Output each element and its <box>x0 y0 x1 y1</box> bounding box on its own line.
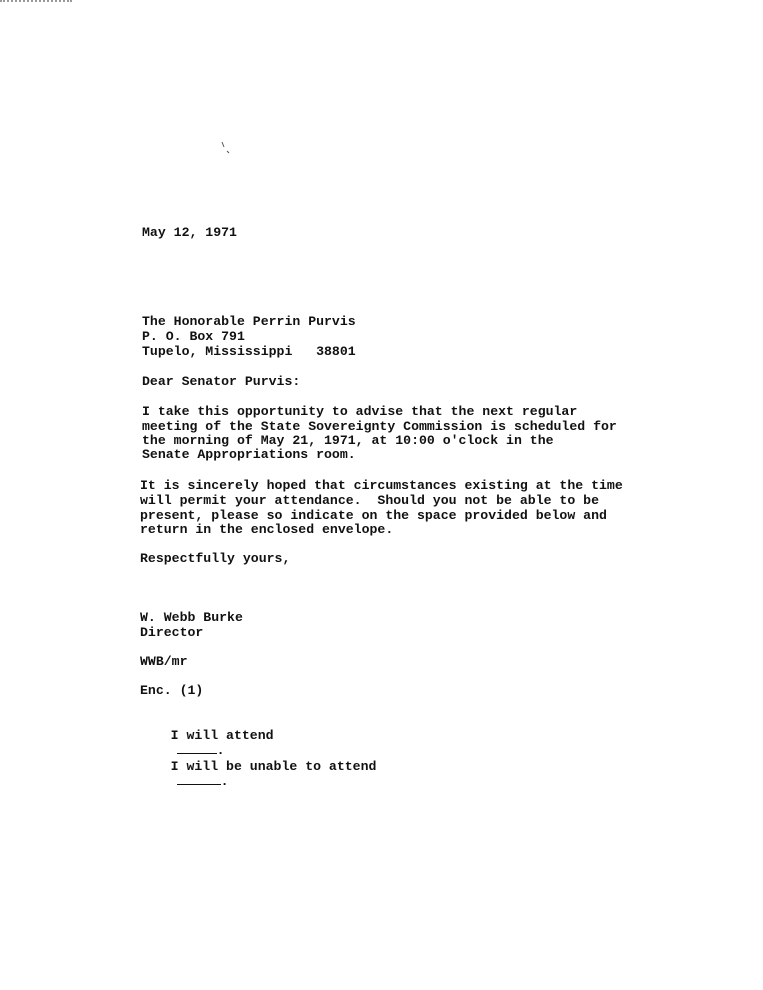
paragraph-2-line-2: will permit your attendance. Should you not be able to be <box>140 493 599 508</box>
paragraph-1-line-3: the morning of May 21, 1971, at 10:00 o'clock in the <box>142 433 554 448</box>
unable-blank-period: . <box>220 774 229 789</box>
paragraph-2-line-3: present, please so indicate on the space provided below and <box>140 508 607 523</box>
unable-blank[interactable] <box>177 774 221 785</box>
closing: Respectfully yours, <box>140 551 291 566</box>
signer-name: W. Webb Burke <box>140 610 243 625</box>
paragraph-1-line-4: Senate Appropriations room. <box>142 447 356 462</box>
address-line-3: Tupelo, Mississippi 38801 <box>142 344 356 359</box>
address-line-1: The Honorable Perrin Purvis <box>142 314 356 329</box>
reply-unable-label: I will be unable to attend <box>170 759 377 774</box>
attend-blank-period: . <box>216 743 225 758</box>
paragraph-1-line-2: meeting of the State Sovereignty Commission is scheduled for <box>142 419 617 434</box>
address-line-2: P. O. Box 791 <box>142 329 245 344</box>
typist-initials: WWB/mr <box>140 654 188 669</box>
enclosure-note: Enc. (1) <box>140 683 204 698</box>
paragraph-2-line-1: It is sincerely hoped that circumstances existing at the time <box>140 478 623 493</box>
reply-attend-label: I will attend <box>170 728 274 743</box>
signer-title: Director <box>140 625 204 640</box>
paragraph-1-line-1: I take this opportunity to advise that the next regular <box>142 404 578 419</box>
scan-edge-mark <box>0 0 72 2</box>
paragraph-2-line-4: return in the enclosed envelope. <box>140 522 394 537</box>
reply-unable-row <box>139 746 376 803</box>
letter-date: May 12, 1971 <box>142 225 237 240</box>
scan-speck <box>221 141 231 155</box>
salutation: Dear Senator Purvis: <box>142 374 301 389</box>
